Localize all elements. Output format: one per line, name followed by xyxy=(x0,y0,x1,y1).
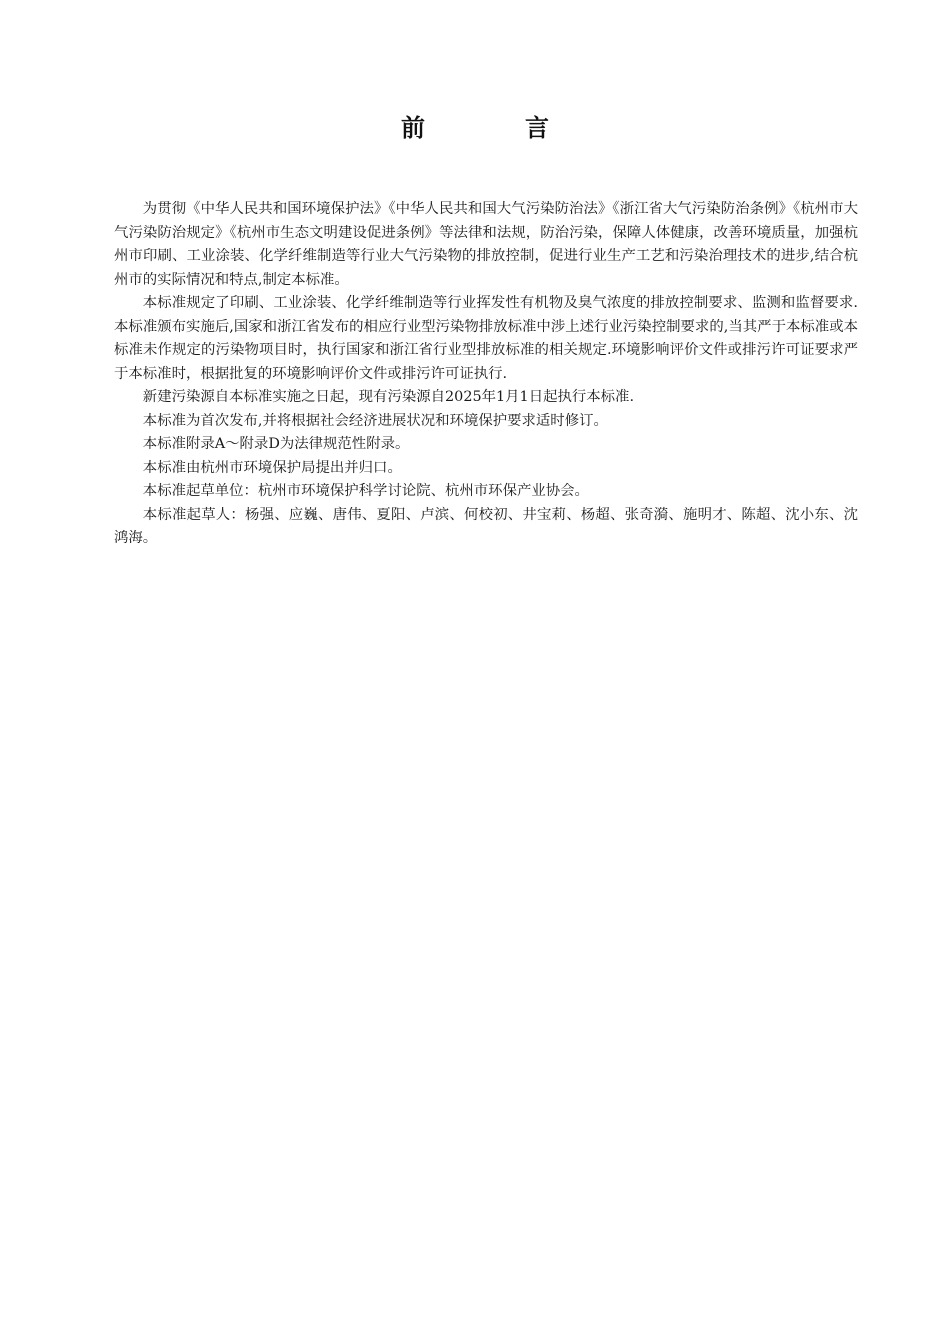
paragraph-scope: 本标准规定了印刷、工业涂装、化学纤维制造等行业挥发性有机物及臭气浓度的排放控制要求、监测和监督要求.本标准颁布实施后,国家和浙江省发布的相应行业型污染物排放标准中涉上述行业污染控制要求的,当其严于本标准或本标准未作规定的污染物项目时，执行国家和浙江省行业型排放标准的相关规定.环境影响评价文件或排污许可证要求严于本标准时，根据批复的环境影响评价文件或排污许可证执行. xyxy=(114,295,858,382)
paragraph-drafting-units: 本标准起草单位：杭州市环境保护科学讨论院、杭州市环保产业协会。 xyxy=(142,483,589,499)
paragraph-effective-date: 新建污染源自本标准实施之日起，现有污染源自2025年1月1日起执行本标准. xyxy=(142,389,635,405)
document-body xyxy=(114,198,858,551)
paragraph-appendix: 本标准附录A～附录D为法律规范性附录。 xyxy=(142,436,410,452)
paragraph-drafters: 本标准起草人：杨强、应巍、唐伟、夏阳、卢滨、何校初、井宝莉、杨超、张奇漪、施明才、陈超、沈小东、沈鸿海。 xyxy=(114,506,858,546)
page-title: 前 言 xyxy=(401,113,587,142)
paragraph-purpose: 为贯彻《中华人民共和国环境保护法》《中华人民共和国大气污染防治法》《浙江省大气污染防治条例》《杭州市大气污染防治规定》《杭州市生态文明建设促进条例》等法律和法规，防治污染，保障人体健康，改善环境质量，加强杭州市印刷、工业涂装、化学纤维制造等行业大气污染物的排放控制，促进行业生产工艺和污染治理技术的进步,结合杭州市的实际情况和特点,制定本标准。 xyxy=(114,201,858,288)
paragraph-first-release: 本标准为首次发布,并将根据社会经济进展状况和环境保护要求适时修订。 xyxy=(142,412,608,429)
paragraph-proposer: 本标准由杭州市环境保护局提出并归口。 xyxy=(142,459,402,476)
